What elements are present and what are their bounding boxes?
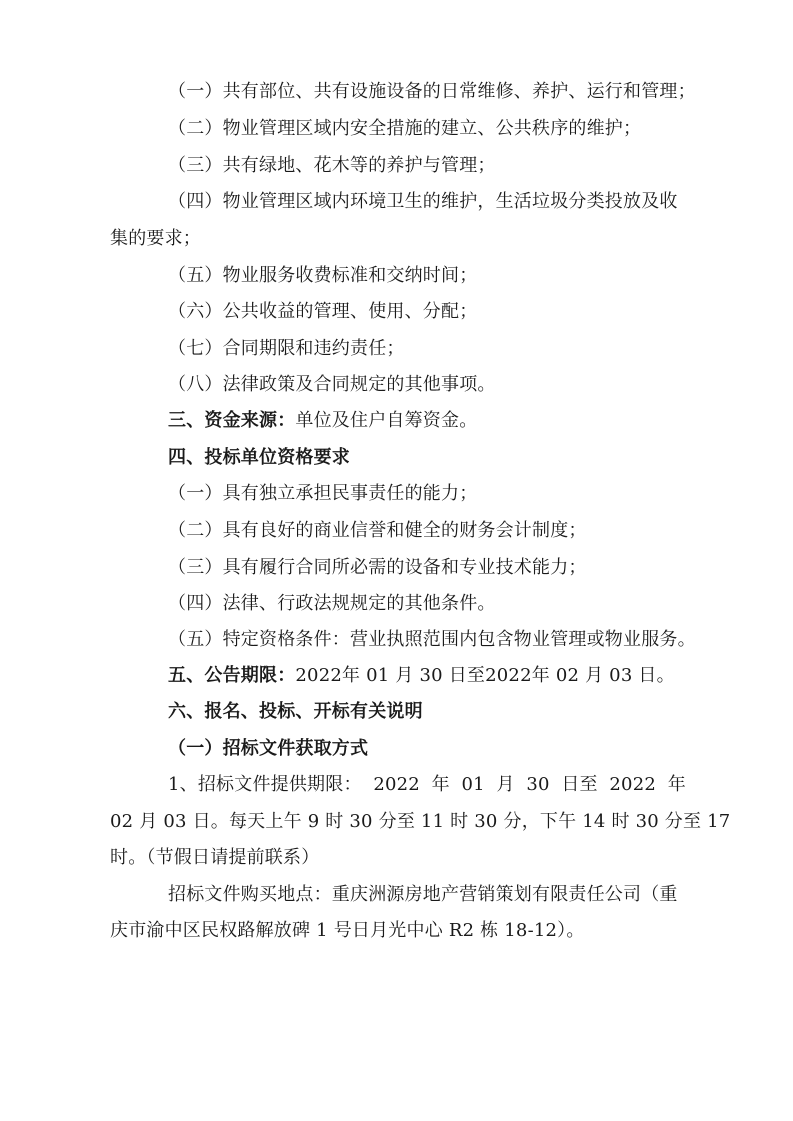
period-end-year: 2022 (609, 774, 657, 795)
period-year-unit: 年 (431, 774, 450, 795)
funding-source-text: 单位及住户自筹资金。 (295, 410, 478, 431)
notice-period-heading: 五、公告期限： (168, 665, 296, 686)
text-line-7: （六）公共收益的管理、使用、分配； (168, 301, 478, 322)
period-month-unit: 月 (496, 774, 515, 795)
text-line-6: （五）物业服务收费标准和交纳时间； (168, 265, 478, 286)
text-line-12: （一）具有独立承担民事责任的能力； (168, 483, 478, 504)
text-line-15: （四）法律、行政法规规定的其他条件。 (168, 593, 496, 614)
text-line-3: （三）共有绿地、花木等的养护与管理； (168, 155, 496, 176)
text-line-5: 集的要求； (110, 228, 201, 249)
text-line-31: 02 月 03 日。每天上午 9 时 30 分至 11 时 30 分，下午 14 时 30 分至 17 (110, 811, 731, 832)
text-line-33: 招标文件购买地点：重庆洲源房地产营销策划有限责任公司（重 (168, 884, 678, 905)
funding-source-line (168, 409, 477, 433)
text-line-34: 庆市渝中区民权路解放碑 1 号日月光中心 R2 栋 18-12）。 (110, 920, 585, 941)
period-start-year: 2022 (373, 774, 420, 795)
text-line-9: （八）法律政策及合同规定的其他事项。 (168, 374, 496, 395)
text-line-1: （一）共有部位、共有设施设备的日常维修、养护、运行和管理； (168, 81, 696, 102)
text-line-16: （五）特定资格条件：营业执照范围内包含物业管理或物业服务。 (168, 629, 696, 650)
document-period-label: 1、招标文件提供期限： (168, 774, 362, 795)
period-start-day: 30 (526, 774, 550, 795)
text-line-8: （七）合同期限和违约责任； (168, 338, 405, 359)
notice-period-line (168, 664, 675, 688)
period-end-year-unit: 年 (667, 774, 686, 795)
funding-source-heading: 三、资金来源： (168, 410, 296, 431)
bidder-qualification-heading: 四、投标单位资格要求 (168, 447, 350, 468)
text-line-32: 时。（节假日请提前联系） (110, 847, 320, 868)
text-line-14: （三）具有履行合同所必需的设备和专业技术能力； (168, 557, 587, 578)
document-acquisition-heading: （一）招标文件获取方式 (168, 738, 369, 759)
text-line-4: （四）物业管理区域内环境卫生的维护，生活垃圾分类投放及收 (168, 191, 678, 212)
notice-period-text: 2022年 01 月 30 日至2022年 02 月 03 日。 (295, 665, 675, 686)
text-line-13: （二）具有良好的商业信誉和健全的财务会计制度； (168, 520, 587, 541)
period-to-label: 日至 (561, 774, 598, 795)
registration-heading: 六、报名、投标、开标有关说明 (168, 701, 423, 722)
text-line-2: （二）物业管理区域内安全措施的建立、公共秩序的维护； (168, 118, 642, 139)
period-start-month: 01 (461, 774, 485, 795)
document-period-line (110, 773, 686, 797)
